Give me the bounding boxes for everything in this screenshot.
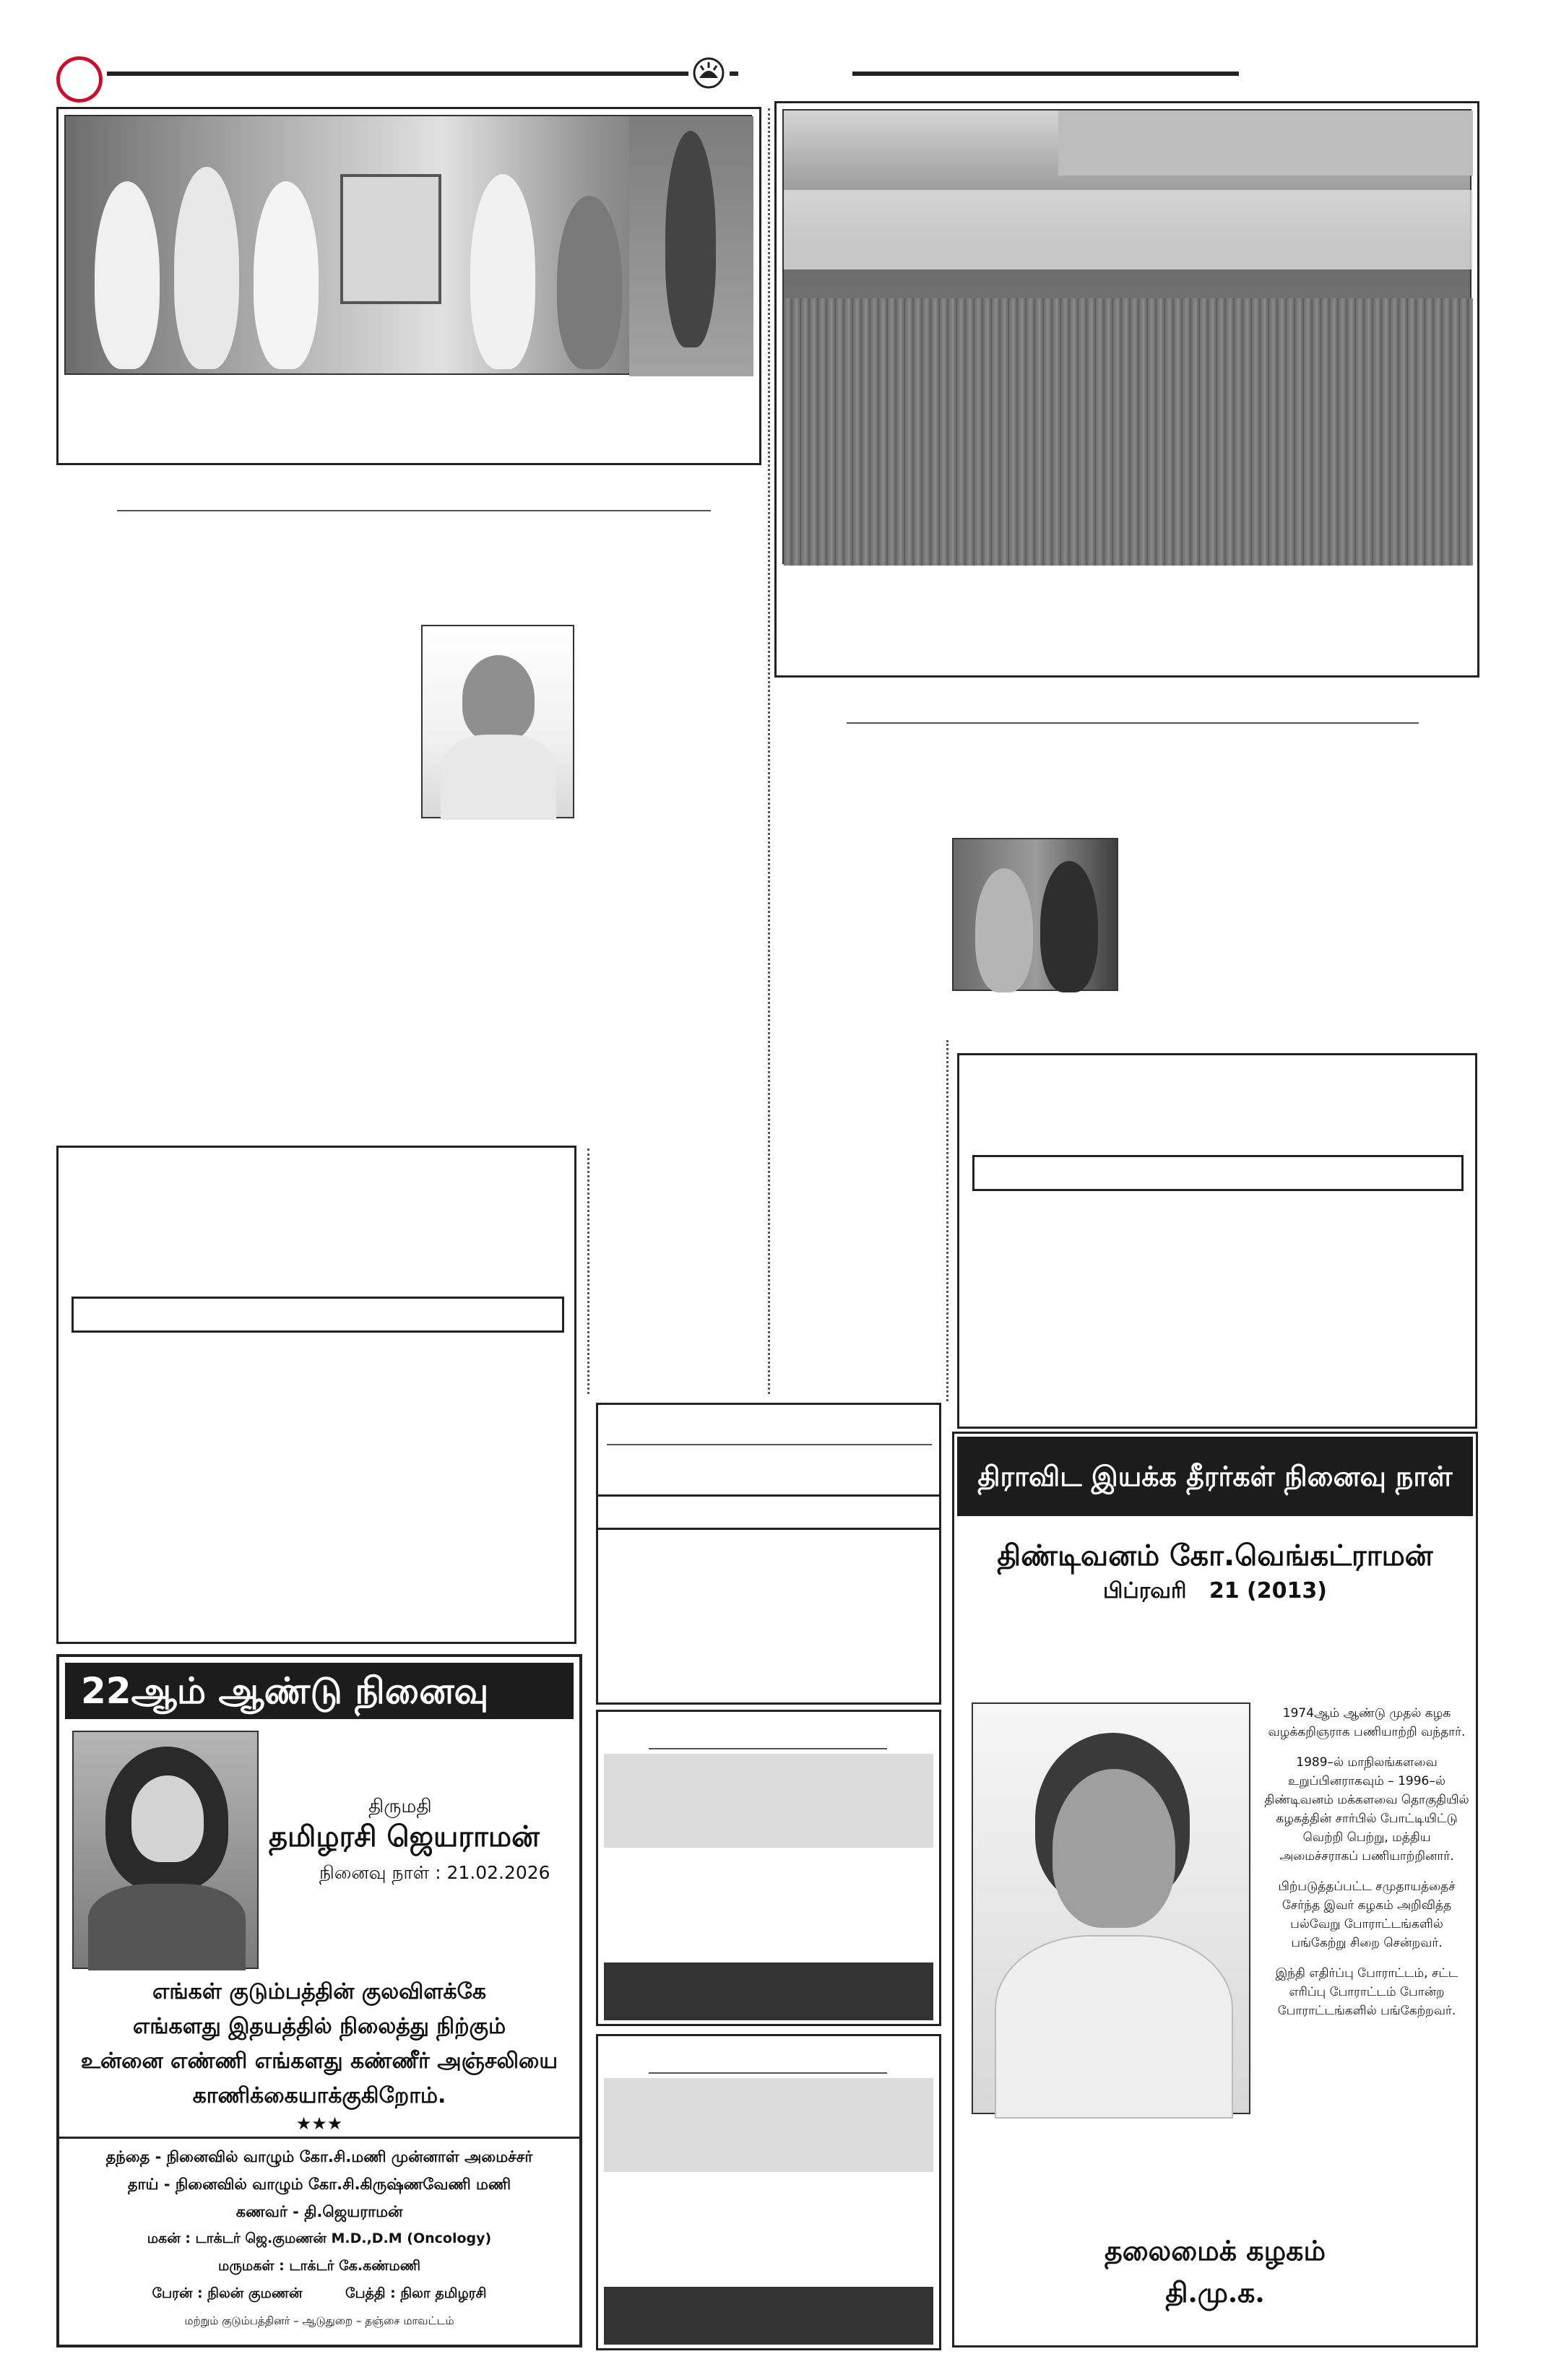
tribute-box xyxy=(952,1432,1478,2347)
left-info-box xyxy=(56,1146,576,1644)
header-rule-right xyxy=(852,72,1239,76)
top-right-news-box xyxy=(774,101,1479,678)
rally-crowd-photo xyxy=(782,109,1471,564)
bio-paragraph: 1989–ல் மாநிலங்களவை உறுப்பினராகவும் – 1996–ல் திண்டிவனம் மக்களவை தொகுதியில் கழகத்தின் சார்பில் போட்டியிட்டு வெற்றி பெற்று, மத்திய அமைச்சராகப் பணியாற்றினார். xyxy=(1264,1755,1469,1864)
bio-paragraph: 1974ஆம் ஆண்டு முதல் கழக வழக்கறிஞராக பணியாற்றி வந்தார். xyxy=(1268,1706,1466,1739)
family-line: பேரன் : நிலன் குமணன் பேத்தி : நிலா தமிழரசி xyxy=(152,2285,487,2301)
center-card-1 xyxy=(596,1710,941,2026)
family-line: மருமகள் : டாக்டர் கே.கண்மணி xyxy=(218,2258,420,2274)
memorial-banner-text: 22ஆம் ஆண்டு நினைவு xyxy=(81,1670,489,1712)
memorial-name: தமிழரசி ஜெயராமன் xyxy=(269,1820,540,1853)
tribute-footer-2: தி.மு.க. xyxy=(1165,2276,1265,2308)
tribute-line: காணிக்கையாக்குகிறோம். xyxy=(192,2083,446,2108)
section-rule-left xyxy=(117,510,711,511)
family-line: மற்றும் குடும்பத்தினர் – ஆடுதுறை – தஞ்சை மாவட்டம் xyxy=(184,2314,454,2327)
center-card-2 xyxy=(596,2034,941,2350)
tribute-banner xyxy=(957,1437,1473,1516)
page-number-circle xyxy=(56,56,103,103)
section-rule-right xyxy=(847,722,1419,724)
couple-photo xyxy=(952,838,1118,991)
bio-paragraph: பிற்படுத்தப்பட்ட சமுதாயத்தைச் சேர்ந்த இவர் கழகம் அறிவித்த பல்வேறு போராட்டங்களில் பங்கேற்று சிறை சென்றவர். xyxy=(1278,1879,1456,1950)
left-info-box-field xyxy=(72,1297,564,1333)
family-line: கணவர் - தி.ஜெயராமன் xyxy=(235,2203,403,2220)
family-line: மகன் : டாக்டர் ஜெ.குமணன் M.D.,D.M (Oncology) xyxy=(147,2230,492,2246)
tribute-date: பிப்ரவரி 21 (2013) xyxy=(1103,1578,1327,1604)
rising-sun-logo-icon xyxy=(692,56,725,90)
memorial-ad xyxy=(56,1654,582,2347)
tribute-portrait xyxy=(972,1702,1250,2114)
family-line: தந்தை - நினைவில் வாழும் கோ.சி.மணி முன்னாள் அமைச்சர் xyxy=(105,2148,533,2165)
right-info-box xyxy=(957,1053,1477,1429)
center-small-box xyxy=(596,1403,941,1705)
column-divider-lower xyxy=(587,1148,589,1394)
column-divider xyxy=(768,108,770,1394)
column-divider-right xyxy=(946,1040,948,1401)
bio-paragraph: இந்தி எதிர்ப்பு போராட்டம், சட்ட எரிப்பு போராட்டம் போன்ற போராட்டங்களில் பங்கேற்றவர். xyxy=(1275,1966,1458,2018)
memorial-date: நினைவு நாள் : 21.02.2026 xyxy=(319,1862,550,1883)
tribute-bio xyxy=(1262,1704,1471,2020)
header-rule-left xyxy=(107,72,688,76)
right-info-box-field xyxy=(972,1155,1464,1191)
top-left-news-box xyxy=(56,107,761,465)
memorial-honorific: திருமதி xyxy=(368,1796,432,1817)
tribute-footer-1: தலைமைக் கழகம் xyxy=(1104,2234,1326,2267)
tribute-name: திண்டிவனம் கோ.வெங்கட்ராமன் xyxy=(997,1539,1433,1572)
header-rule-middle xyxy=(730,72,738,76)
family-line: தாய் - நினைவில் வாழும் கோ.சி.கிருஷ்ணவேணி மணி xyxy=(127,2176,511,2193)
family-rule xyxy=(59,2137,579,2139)
stars-divider: ★★★ xyxy=(295,2113,343,2134)
tribute-line: எங்கள் குடும்பத்தின் குலவிளக்கே xyxy=(152,1979,487,2004)
tribute-line: எங்களது இதயத்தில் நிலைத்து நிற்கும் xyxy=(132,2014,506,2039)
floral-tribute-photo xyxy=(64,115,752,375)
memorial-banner xyxy=(65,1663,574,1719)
politician-headshot xyxy=(421,625,574,818)
memorial-portrait xyxy=(72,1731,259,1969)
tribute-line: உன்னை எண்ணி எங்களது கண்ணீர் அஞ்சலியை xyxy=(80,2048,558,2074)
tribute-banner-text: திராவிட இயக்க தீரர்கள் நினைவு நாள் xyxy=(977,1461,1453,1492)
